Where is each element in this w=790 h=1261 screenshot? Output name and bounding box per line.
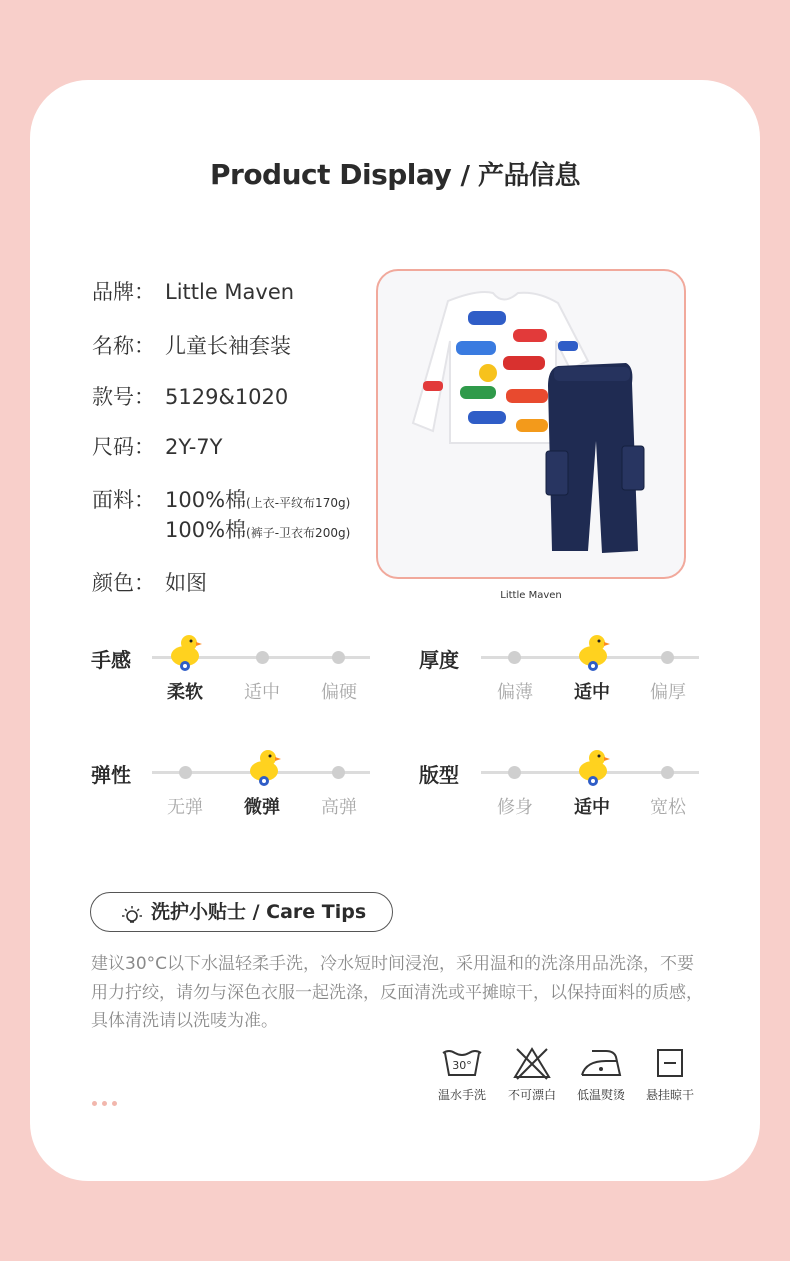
info-label: 颜色： [92, 571, 155, 595]
title-main: Product Display [209, 158, 452, 191]
page-dot [102, 1101, 107, 1106]
wash-30-icon [427, 1059, 497, 1085]
care-item-wash [427, 1045, 497, 1102]
product-illustration [378, 271, 684, 577]
scale-label-feel: 手感 [91, 648, 131, 672]
info-fabric [92, 484, 350, 514]
info-value: 如图 [165, 571, 207, 595]
scale-dot [256, 651, 269, 664]
info-value: 儿童长袖套装 [165, 334, 291, 358]
duck-marker-icon [167, 632, 203, 672]
info-value: 100%棉 [165, 488, 247, 512]
scale-dot [332, 651, 345, 664]
info-brand [92, 276, 294, 306]
scale-option: 适中 [574, 682, 610, 703]
info-value: 5129&1020 [165, 385, 289, 409]
care-tips-heading [90, 892, 393, 932]
scale-label-thickness: 厚度 [419, 648, 459, 672]
page-title [0, 155, 790, 192]
scale-option: 高弹 [321, 797, 357, 818]
hang-dry-icon [635, 1066, 705, 1085]
info-value: 2Y-7Y [165, 435, 223, 459]
scale-dot [332, 766, 345, 779]
scale-option: 修身 [497, 797, 533, 818]
scale-dot [508, 651, 521, 664]
page-dot [92, 1101, 97, 1106]
info-label: 品牌： [92, 280, 155, 304]
duck-marker-icon [575, 632, 611, 672]
info-label: 款号： [92, 385, 155, 409]
title-sub: / 产品信息 [460, 161, 581, 191]
info-label: 面料： [92, 488, 155, 512]
care-label: 不可漂白 [507, 1088, 556, 1102]
care-label: 悬挂晾干 [645, 1088, 694, 1102]
care-item-hang-dry [635, 1045, 705, 1102]
scale-option: 无弹 [167, 797, 203, 818]
care-tips-title: 洗护小贴士 / Care Tips [151, 901, 367, 923]
product-photo [376, 269, 686, 579]
scale-dot [179, 766, 192, 779]
scale-dot [661, 766, 674, 779]
care-item-no-bleach [497, 1045, 567, 1102]
scale-label-elasticity: 弹性 [91, 763, 131, 787]
info-size [92, 431, 222, 461]
scale-option: 宽松 [650, 797, 686, 818]
info-style-no [92, 381, 288, 411]
page-indicator [92, 1091, 122, 1110]
scale-label-fit: 版型 [419, 763, 459, 787]
info-label: 名称： [92, 334, 155, 358]
photo-caption: Little Maven [500, 590, 562, 601]
scale-option: 适中 [574, 797, 610, 818]
info-note: (裤子-卫衣布200g) [246, 526, 351, 540]
info-note: (上衣-平纹布170g) [246, 496, 351, 510]
scale-option: 偏薄 [497, 682, 533, 703]
duck-marker-icon [575, 747, 611, 787]
info-value: 100%棉 [165, 518, 247, 542]
scale-option: 偏厚 [650, 682, 686, 703]
info-value: Little Maven [165, 280, 295, 304]
care-item-iron [566, 1045, 636, 1102]
scale-dot [661, 651, 674, 664]
care-label: 低温熨烫 [576, 1088, 625, 1102]
scale-option: 偏硬 [321, 682, 357, 703]
scale-option: 柔软 [167, 682, 203, 703]
care-label: 温水手洗 [437, 1088, 486, 1102]
duck-marker-icon [246, 747, 282, 787]
page-dot [112, 1101, 117, 1106]
no-bleach-icon [497, 1066, 567, 1085]
care-tips-text: 建议30°C以下水温轻柔手洗，冷水短时间浸泡，采用温和的洗涤用品洗涤，不要用力拧绞，请勿与深色衣服一起洗涤，反面清洗或平摊晾干，以保持面料的质感，具体清洗请以洗唛为准。 [91, 954, 703, 1031]
scale-option: 适中 [244, 682, 280, 703]
scale-dot [508, 766, 521, 779]
scale-option: 微弹 [244, 797, 280, 818]
svg-text:30°: 30° [452, 1059, 472, 1072]
info-color [92, 567, 207, 597]
info-fabric-2 [165, 514, 350, 544]
info-name [92, 330, 291, 360]
info-label: 尺码： [92, 435, 155, 459]
lightbulb-icon [121, 902, 143, 940]
low-iron-icon [566, 1066, 636, 1085]
